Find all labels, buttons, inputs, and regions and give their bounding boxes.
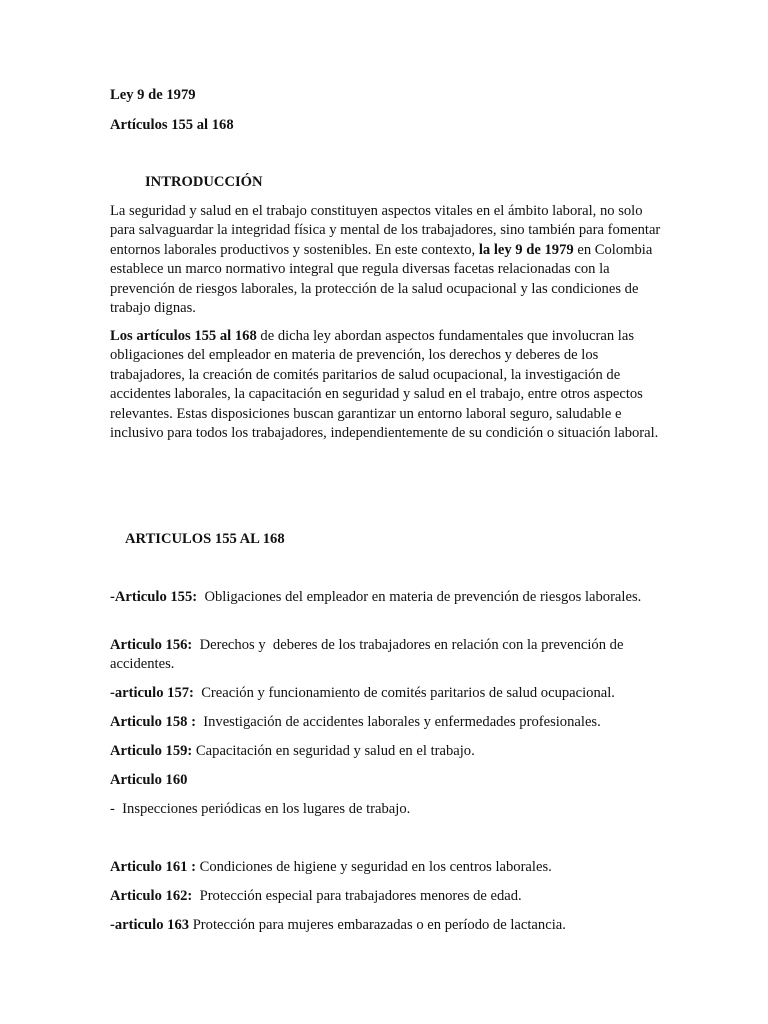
article-162-label: Articulo 162: <box>110 888 193 904</box>
intro-heading: INTRODUCCIÓN <box>145 174 263 190</box>
article-158 <box>110 713 665 732</box>
article-159-label: Articulo 159: <box>110 743 193 759</box>
intro-p1-bold: la ley 9 de 1979 <box>478 241 574 258</box>
articles-heading: ARTICULOS 155 AL 168 <box>125 531 285 547</box>
intro-p1-text-b: en Colombia establece un marco normativo integral que regula diversas facetas relacionadas con la prevención de riesgos laborales, la protección de la salud ocupacional y las condiciones de trabajo dignas. <box>110 241 653 317</box>
article-163-text: Protección para mujeres embarazadas o en período de lactancia. <box>189 917 566 933</box>
article-157-label: -articulo 157: <box>110 685 194 701</box>
article-159 <box>110 742 665 761</box>
article-161 <box>110 858 665 877</box>
article-160-text: - Inspecciones periódicas en los lugares de trabajo. <box>110 801 411 817</box>
article-158-label: Articulo 158 : <box>110 714 196 730</box>
article-163-label: -articulo 163 <box>110 917 190 933</box>
article-156-label: Articulo 156: <box>110 637 193 653</box>
intro-p2-text: de dicha ley abordan aspectos fundamentales que involucran las obligaciones del empleador en materia de prevención, los derechos y deberes de los trabajadores, la creación de comités paritarios de salud ocupacional, la investigación de accidentes laborales, la capacitación en seguridad y salud en el trabajo, entre otros aspectos relevantes. Estas disposiciones buscan garantizar un entorno laboral seguro, saludable e inclusivo para todos los trabajadores, independientemente de su condición o situación laboral. <box>110 328 659 442</box>
intro-paragraph-2 <box>110 327 665 443</box>
article-159-text: Capacitación en seguridad y salud en el trabajo. <box>192 743 475 759</box>
intro-paragraph-1 <box>110 202 665 318</box>
article-162-text: Protección especial para trabajadores menores de edad. <box>192 888 522 904</box>
article-161-text: Condiciones de higiene y seguridad en los centros laborales. <box>195 859 552 875</box>
article-158-text: Investigación de accidentes laborales y enfermedades profesionales. <box>195 714 601 730</box>
article-156 <box>110 636 665 675</box>
article-157-text: Creación y funcionamiento de comités paritarios de salud ocupacional. <box>193 685 615 701</box>
article-163 <box>110 916 665 935</box>
article-157 <box>110 684 665 703</box>
law-title: Ley 9 de 1979 <box>110 87 196 103</box>
articles-subtitle: Artículos 155 al 168 <box>110 117 234 133</box>
intro-p2-bold: Los artículos 155 al 168 <box>110 328 257 344</box>
article-162 <box>110 887 665 906</box>
article-156-text: Derechos y deberes de los trabajadores en relación con la prevención de accidentes. <box>110 637 628 673</box>
article-155-text: Obligaciones del empleador en materia de prevención de riesgos laborales. <box>197 589 642 605</box>
article-161-label: Articulo 161 : <box>110 859 196 875</box>
article-155 <box>110 588 665 607</box>
intro-p1-text-a: La seguridad y salud en el trabajo constituyen aspectos vitales en el ámbito laboral, no solo para salvaguardar la integridad física y mental de los trabajadores, sino también para fomentar entornos laborales productivos y sostenibles. En este contexto, <box>110 203 661 258</box>
article-160-label: Articulo 160 <box>110 772 188 788</box>
article-155-label: -Articulo 155: <box>110 589 198 605</box>
